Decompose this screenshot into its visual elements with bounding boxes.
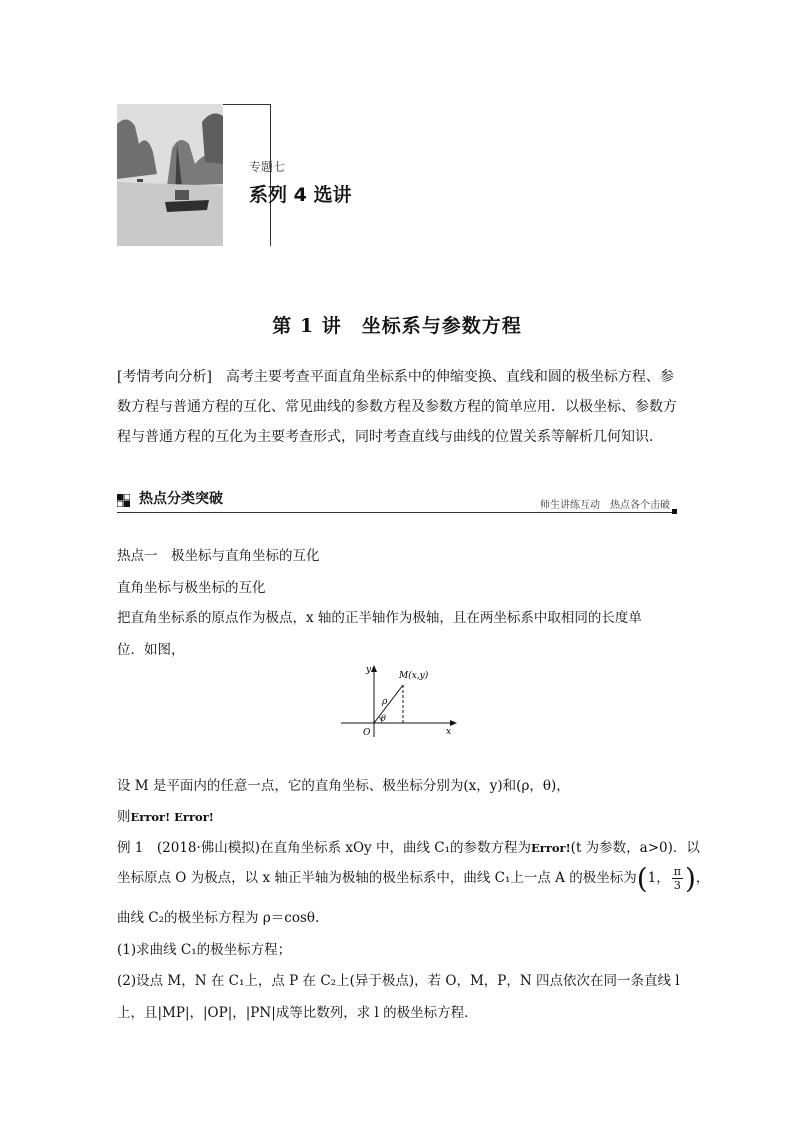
fraction-denominator: 3 [673, 879, 681, 892]
point-m-label: M(x,y) [399, 671, 429, 681]
hotspot-body-line-1: 把直角坐标系的原点作为极点，x 轴的正半轴作为极轴，且在两坐标系中取相同的长度单 [117, 610, 642, 626]
chapter-photo [117, 104, 223, 246]
example-line-2 [117, 862, 709, 895]
theta-label: θ [381, 714, 386, 723]
hotspot-heading: 热点一 极坐标与直角坐标的互化 [117, 548, 320, 564]
fraction-numerator: π [673, 865, 681, 878]
pi-over-3-fraction [672, 865, 683, 892]
x-axis-arrow [450, 720, 457, 726]
polar-coordinate-figure [336, 660, 466, 740]
intro-tag: [考情考向分析] [117, 369, 212, 385]
left-paren: ( [636, 862, 648, 895]
karst-landscape-image [117, 104, 223, 246]
hotspot-body-line-2: 位．如图， [117, 642, 185, 658]
intro-line-1: 高考主要考查平面直角坐标系中的伸缩变换、直线和圆的极坐标方程、参 [211, 369, 674, 385]
right-paren: ) [684, 862, 696, 895]
rho-label: ρ [382, 697, 388, 707]
lecture-title: 第 1 讲 坐标系与参数方程 [272, 315, 522, 337]
example-text-1a: (2018·佛山模拟)在直角坐标系 xOy 中，曲线 C₁的参数方程为 [143, 840, 531, 856]
intro-line-3: 程与普通方程的互化为主要考查形式，同时考查直线与曲线的位置关系等解析几何知识． [117, 429, 663, 445]
example-error-placeholder: Error! [531, 841, 571, 855]
question-1: (1)求曲线 C₁的极坐标方程； [117, 942, 292, 958]
origin-label: O [363, 728, 371, 738]
after-figure-line-2 [117, 805, 214, 825]
example-label: 例 1 [117, 840, 144, 856]
y-axis-label: y [366, 665, 372, 675]
x-axis-label: x [446, 727, 452, 737]
example-text-1b: (t 为参数，a>0)．以 [570, 840, 700, 856]
series-title: 系列 4 选讲 [249, 184, 352, 206]
then-prefix: 则 [117, 809, 131, 825]
example-line-3: 曲线 C₂的极坐标方程为 ρ＝cosθ. [117, 910, 320, 926]
y-axis-arrow [371, 665, 377, 672]
chapter-kicker: 专题七 [249, 160, 286, 174]
after-figure-line-1: 设 M 是平面内的任意一点，它的直角坐标、极坐标分别为(x，y)和(ρ，θ)， [117, 778, 570, 794]
question-2-line-1: (2)设点 M，N 在 C₁上，点 P 在 C₂上(异于极点)，若 O，M，P，N 四点依次在同一条直线 l [117, 973, 680, 989]
coord-first: 1， [647, 870, 670, 886]
section-title: 热点分类突破 [139, 491, 223, 507]
intro-paragraph [117, 362, 677, 452]
section-end-marker [672, 509, 677, 514]
example-line-1 [117, 836, 700, 856]
section-right-label: 师生讲练互动 热点各个击破 [540, 500, 670, 511]
example-text-2b: ， [695, 870, 710, 886]
error-placeholder: Error! Error! [130, 810, 214, 824]
radius-line [374, 685, 403, 723]
section-icon [117, 492, 130, 505]
intro-line-2: 数方程与普通方程的互化、常见曲线的参数方程及参数方程的简单应用．以极坐标、参数方 [117, 399, 677, 415]
hotspot-subheading: 直角坐标与极坐标的互化 [117, 580, 266, 596]
question-2-line-2: 上，且|MP|，|OP|，|PN|成等比数列，求 l 的极坐标方程． [117, 1005, 478, 1021]
section-divider [117, 512, 673, 513]
example-text-2a: 坐标原点 O 为极点，以 x 轴正半轴为极轴的极坐标系中，曲线 C₁上一点 A 的极坐标为 [117, 870, 637, 886]
